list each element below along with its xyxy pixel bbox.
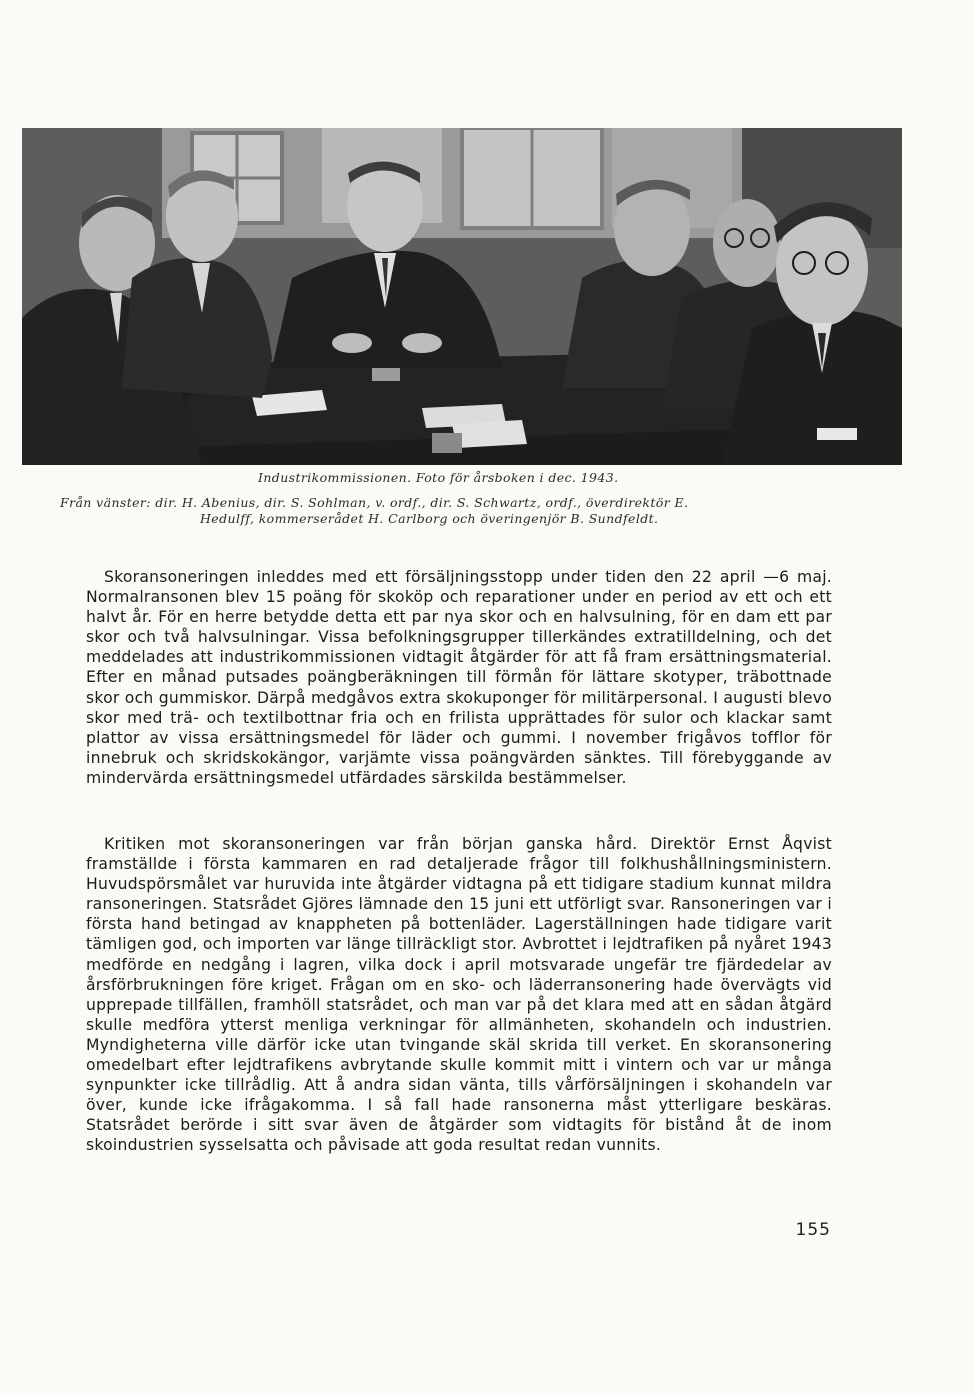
group-photograph (22, 128, 902, 465)
photo-illustration (22, 128, 902, 465)
photo-caption-title: Industrikommissionen. Foto för årsboken i dec. 1943. (258, 470, 619, 485)
body-paragraph-2: Kritiken mot skoransoneringen var från början ganska hård. Direktör Ernst Åqvist framställde i första kammaren en rad detaljerade frågor till folkhushållningsministern. Huvudspörsmålet var huruvida inte åtgärder vidtagna på ett tidigare stadium kunnat mildra ransoneringen. Statsrådet Gjöres lämnade den 15 juni ett utförligt svar. Ransoneringen var i första hand betingad av knappheten på bottenläder. Lagerställningen hade tidigare varit tämligen god, och importen var länge tillräckligt stor. Avbrottet i lejdtrafiken på nyåret 1943 medförde en nedgång i lagren, vilka dock i april motsvarade ungefär tre fjärdedelar av årsförbrukningen före kriget. Frågan om en sko- och läderransonering hade övervägts vid upprepade tillfällen, framhöll statsrådet, och man var på det klara med att en sådan åtgärd skulle medföra ytterst menliga verkningar för allmänheten, skohandeln och industrien. Myndigheterna ville därför icke utan tvingande skäl skrida till verket. En skoransonering omedelbart efter lejdtrafikens avbrytande skulle kommit mitt i vintern och var ur många synpunkter icke tillrådlig. Att å andra sidan vänta, tills vårförsäljningen i skohandeln var över, kunde icke ifrågakomma. I så fall hade ransonerna måst ytterligare beskäras. Statsrådet berörde i sitt svar även de åtgärder som vidtagits för bistånd åt de inom skoindustrien sysselsatta och påvisade att goda resultat redan vunnits. (86, 835, 832, 1155)
photo-caption-names-line1: Från vänster: dir. H. Abenius, dir. S. Sohlman, v. ordf., dir. S. Schwartz, ordf., överdirektör E. (60, 495, 689, 510)
page-number: 155 (795, 1220, 831, 1240)
photo-caption-names-line2: Hedulff, kommerserådet H. Carlborg och överingenjör B. Sundfeldt. (200, 511, 659, 526)
body-paragraph-1: Skoransoneringen inleddes med ett försäljningsstopp under tiden den 22 april —6 maj. Normalransonen blev 15 poäng för skoköp och reparationer under en period av ett och ett halvt år. För en herre betydde detta ett par nya skor och en halvsulning, för en dam ett par skor och två halvsulningar. Vissa befolkningsgrupper tillerkändes extratilldelning, och det meddelades att industrikommissionen vidtagit åtgärder för att få fram ersättningsmaterial. Efter en månad putsades poängberäkningen till förmån för lättare skotyper, träbottnade skor och gummiskor. Därpå medgåvos extra skokuponger för militärpersonal. I augusti blevo skor med trä- och textilbottnar fria och en frilista upprättades för sulor och klackar samt plattor av vissa ersättningsmedel för läder och gummi. I november frigåvos tofflor för innebruk och skridskokängor, varjämte vissa poängvärden sänktes. Till förebyggande av mindervärda ersättningsmedel utfärdades särskilda bestämmelser. (86, 568, 832, 787)
